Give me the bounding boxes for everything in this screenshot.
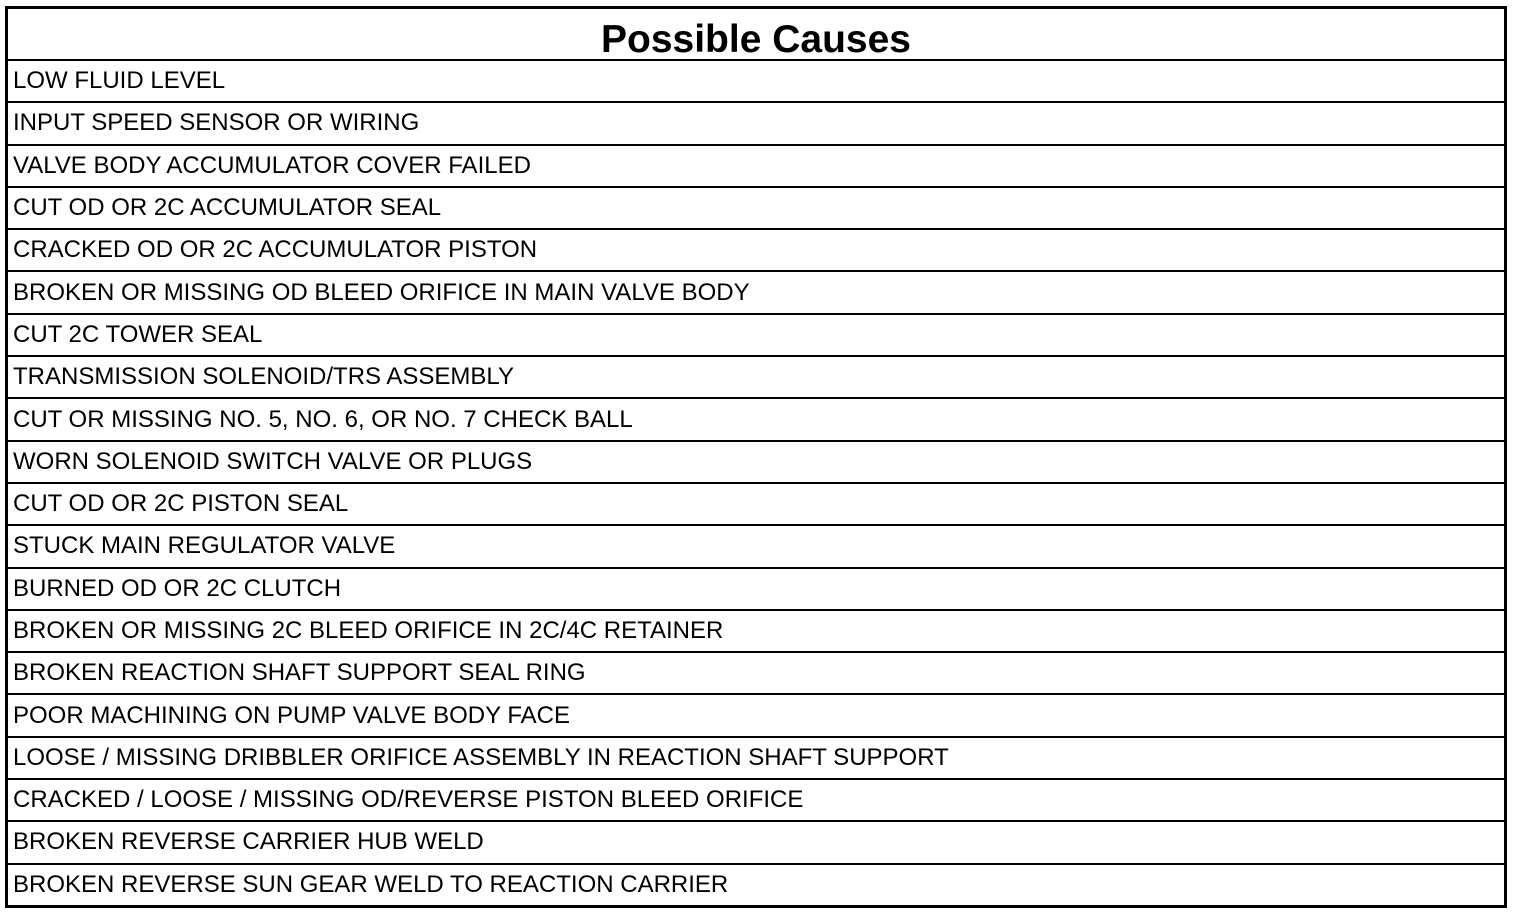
table-row: POOR MACHINING ON PUMP VALVE BODY FACE	[8, 695, 1504, 737]
table-row: BROKEN OR MISSING 2C BLEED ORIFICE IN 2C/4C RETAINER	[8, 611, 1504, 653]
table-row: BROKEN REACTION SHAFT SUPPORT SEAL RING	[8, 653, 1504, 695]
table-row: CRACKED / LOOSE / MISSING OD/REVERSE PISTON BLEED ORIFICE	[8, 780, 1504, 822]
table-row: LOOSE / MISSING DRIBBLER ORIFICE ASSEMBLY IN REACTION SHAFT SUPPORT	[8, 738, 1504, 780]
table-row: CRACKED OD OR 2C ACCUMULATOR PISTON	[8, 230, 1504, 272]
table-row: WORN SOLENOID SWITCH VALVE OR PLUGS	[8, 442, 1504, 484]
table-row: BURNED OD OR 2C CLUTCH	[8, 569, 1504, 611]
table-row: LOW FLUID LEVEL	[8, 61, 1504, 103]
table-row: CUT OD OR 2C PISTON SEAL	[8, 484, 1504, 526]
table-row: BROKEN REVERSE CARRIER HUB WELD	[8, 822, 1504, 864]
table-row: INPUT SPEED SENSOR OR WIRING	[8, 103, 1504, 145]
table-header	[8, 9, 1504, 61]
table-row: CUT OR MISSING NO. 5, NO. 6, OR NO. 7 CHECK BALL	[8, 399, 1504, 441]
table-row: STUCK MAIN REGULATOR VALVE	[8, 526, 1504, 568]
table-row: CUT OD OR 2C ACCUMULATOR SEAL	[8, 188, 1504, 230]
table-row: CUT 2C TOWER SEAL	[8, 315, 1504, 357]
table-row: VALVE BODY ACCUMULATOR COVER FAILED	[8, 146, 1504, 188]
table-rows	[8, 61, 1504, 905]
table-row: BROKEN OR MISSING OD BLEED ORIFICE IN MAIN VALVE BODY	[8, 272, 1504, 314]
table-row: BROKEN REVERSE SUN GEAR WELD TO REACTION CARRIER	[13, 870, 729, 898]
table-title: Possible Causes	[601, 17, 911, 61]
table-row: TRANSMISSION SOLENOID/TRS ASSEMBLY	[8, 357, 1504, 399]
possible-causes-table	[5, 6, 1507, 908]
